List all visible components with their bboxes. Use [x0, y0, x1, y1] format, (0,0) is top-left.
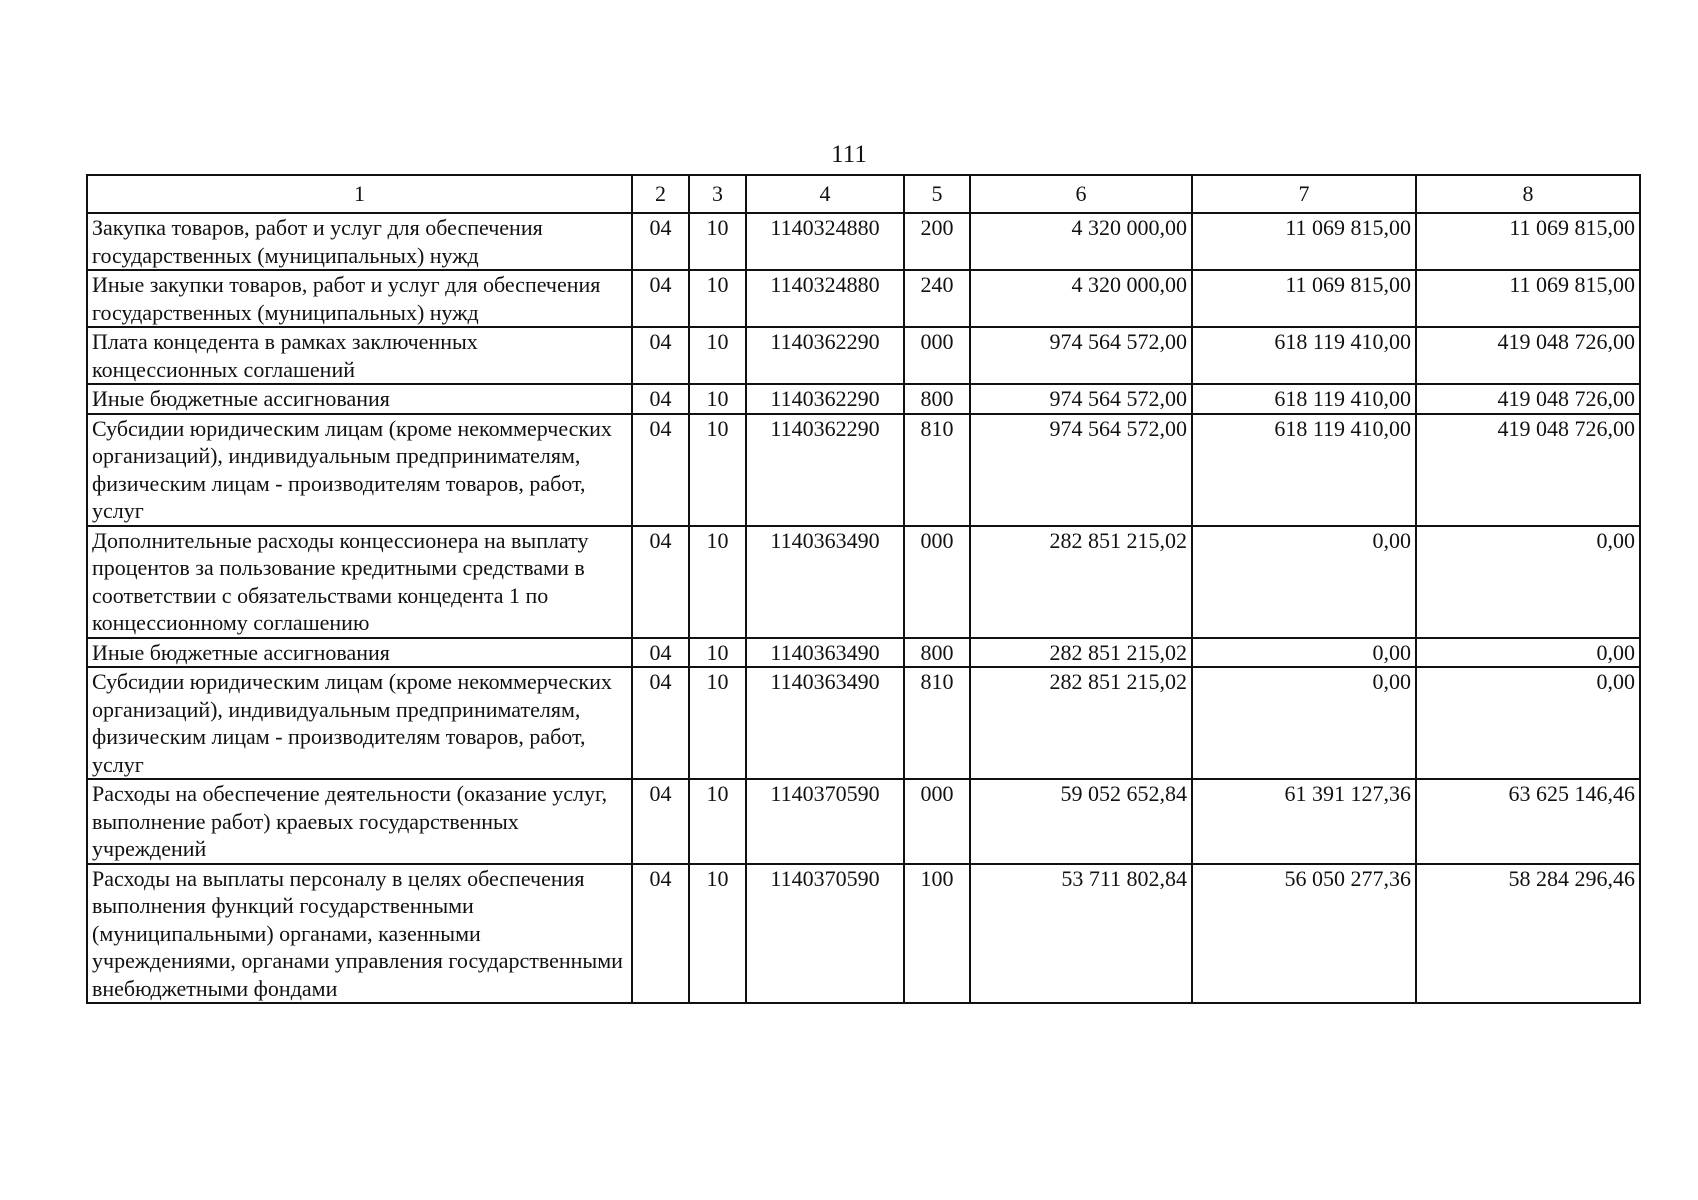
item-name: Иные бюджетные ассигнования	[87, 638, 632, 668]
item-name: Расходы на выплаты персоналу в целях обеспечения выполнения функций государственными (муниципальными) органами, казенными учреждениями, органами управления государственными внебюджетными фондами	[87, 864, 632, 1004]
subsection-code: 10	[689, 864, 746, 1004]
target-article-code: 1140370590	[746, 864, 904, 1004]
subsection-code: 10	[689, 667, 746, 779]
amount-col-8: 419 048 726,00	[1416, 414, 1640, 526]
header-row	[87, 175, 1640, 213]
subsection-code: 10	[689, 779, 746, 864]
column-header-3: 3	[689, 175, 746, 213]
expense-type-code: 200	[904, 213, 970, 270]
amount-col-7: 0,00	[1192, 638, 1416, 668]
item-name: Дополнительные расходы концессионера на выплату процентов за пользование кредитными средствами в соответствии с обязательствами концедента 1 по концессионному соглашению	[87, 526, 632, 638]
amount-col-6: 974 564 572,00	[970, 384, 1192, 414]
target-article-code: 1140324880	[746, 213, 904, 270]
item-name: Субсидии юридическим лицам (кроме некоммерческих организаций), индивидуальным предпринимателям, физическим лицам - производителям товаров, работ, услуг	[87, 414, 632, 526]
target-article-code: 1140370590	[746, 779, 904, 864]
amount-col-6: 282 851 215,02	[970, 526, 1192, 638]
amount-col-6: 4 320 000,00	[970, 213, 1192, 270]
subsection-code: 10	[689, 327, 746, 384]
amount-col-8: 11 069 815,00	[1416, 270, 1640, 327]
expense-type-code: 810	[904, 667, 970, 779]
amount-col-7: 618 119 410,00	[1192, 414, 1416, 526]
amount-col-7: 0,00	[1192, 667, 1416, 779]
item-name: Иные закупки товаров, работ и услуг для обеспечения государственных (муниципальных) нужд	[87, 270, 632, 327]
target-article-code: 1140363490	[746, 667, 904, 779]
section-code: 04	[632, 384, 689, 414]
subsection-code: 10	[689, 638, 746, 668]
section-code: 04	[632, 526, 689, 638]
table-row	[87, 327, 1640, 384]
expense-type-code: 100	[904, 864, 970, 1004]
expense-type-code: 000	[904, 327, 970, 384]
target-article-code: 1140362290	[746, 414, 904, 526]
amount-col-6: 974 564 572,00	[970, 414, 1192, 526]
amount-col-8: 11 069 815,00	[1416, 213, 1640, 270]
table-row	[87, 414, 1640, 526]
subsection-code: 10	[689, 384, 746, 414]
amount-col-6: 53 711 802,84	[970, 864, 1192, 1004]
amount-col-7: 11 069 815,00	[1192, 270, 1416, 327]
amount-col-7: 618 119 410,00	[1192, 327, 1416, 384]
amount-col-7: 61 391 127,36	[1192, 779, 1416, 864]
section-code: 04	[632, 213, 689, 270]
amount-col-8: 419 048 726,00	[1416, 384, 1640, 414]
amount-col-7: 618 119 410,00	[1192, 384, 1416, 414]
expense-type-code: 800	[904, 638, 970, 668]
amount-col-7: 0,00	[1192, 526, 1416, 638]
section-code: 04	[632, 414, 689, 526]
table-row	[87, 779, 1640, 864]
amount-col-6: 282 851 215,02	[970, 667, 1192, 779]
expense-type-code: 240	[904, 270, 970, 327]
amount-col-7: 11 069 815,00	[1192, 213, 1416, 270]
amount-col-8: 0,00	[1416, 667, 1640, 779]
amount-col-6: 4 320 000,00	[970, 270, 1192, 327]
budget-table	[86, 174, 1641, 1004]
table-row	[87, 213, 1640, 270]
target-article-code: 1140324880	[746, 270, 904, 327]
table-row	[87, 270, 1640, 327]
item-name: Расходы на обеспечение деятельности (оказание услуг, выполнение работ) краевых государственных учреждений	[87, 779, 632, 864]
table-row	[87, 638, 1640, 668]
column-header-1: 1	[87, 175, 632, 213]
table-row	[87, 384, 1640, 414]
table-row	[87, 526, 1640, 638]
table-row	[87, 667, 1640, 779]
item-name: Субсидии юридическим лицам (кроме некоммерческих организаций), индивидуальным предпринимателям, физическим лицам - производителям товаров, работ, услуг	[87, 667, 632, 779]
table-body	[87, 213, 1640, 1003]
section-code: 04	[632, 638, 689, 668]
amount-col-7: 56 050 277,36	[1192, 864, 1416, 1004]
column-header-6: 6	[970, 175, 1192, 213]
subsection-code: 10	[689, 270, 746, 327]
column-header-7: 7	[1192, 175, 1416, 213]
column-header-5: 5	[904, 175, 970, 213]
subsection-code: 10	[689, 414, 746, 526]
target-article-code: 1140362290	[746, 327, 904, 384]
target-article-code: 1140363490	[746, 526, 904, 638]
section-code: 04	[632, 327, 689, 384]
section-code: 04	[632, 864, 689, 1004]
amount-col-8: 0,00	[1416, 526, 1640, 638]
page-number: 111	[831, 141, 867, 168]
item-name: Закупка товаров, работ и услуг для обеспечения государственных (муниципальных) нужд	[87, 213, 632, 270]
section-code: 04	[632, 667, 689, 779]
expense-type-code: 800	[904, 384, 970, 414]
amount-col-6: 282 851 215,02	[970, 638, 1192, 668]
amount-col-8: 58 284 296,46	[1416, 864, 1640, 1004]
expense-type-code: 810	[904, 414, 970, 526]
table-row	[87, 864, 1640, 1004]
section-code: 04	[632, 779, 689, 864]
subsection-code: 10	[689, 213, 746, 270]
item-name: Иные бюджетные ассигнования	[87, 384, 632, 414]
amount-col-8: 419 048 726,00	[1416, 327, 1640, 384]
section-code: 04	[632, 270, 689, 327]
table-header	[87, 175, 1640, 213]
item-name: Плата концедента в рамках заключенных концессионных соглашений	[87, 327, 632, 384]
column-header-8: 8	[1416, 175, 1640, 213]
amount-col-6: 59 052 652,84	[970, 779, 1192, 864]
amount-col-6: 974 564 572,00	[970, 327, 1192, 384]
target-article-code: 1140362290	[746, 384, 904, 414]
expense-type-code: 000	[904, 526, 970, 638]
column-header-2: 2	[632, 175, 689, 213]
column-header-4: 4	[746, 175, 904, 213]
amount-col-8: 0,00	[1416, 638, 1640, 668]
target-article-code: 1140363490	[746, 638, 904, 668]
amount-col-8: 63 625 146,46	[1416, 779, 1640, 864]
expense-type-code: 000	[904, 779, 970, 864]
subsection-code: 10	[689, 526, 746, 638]
